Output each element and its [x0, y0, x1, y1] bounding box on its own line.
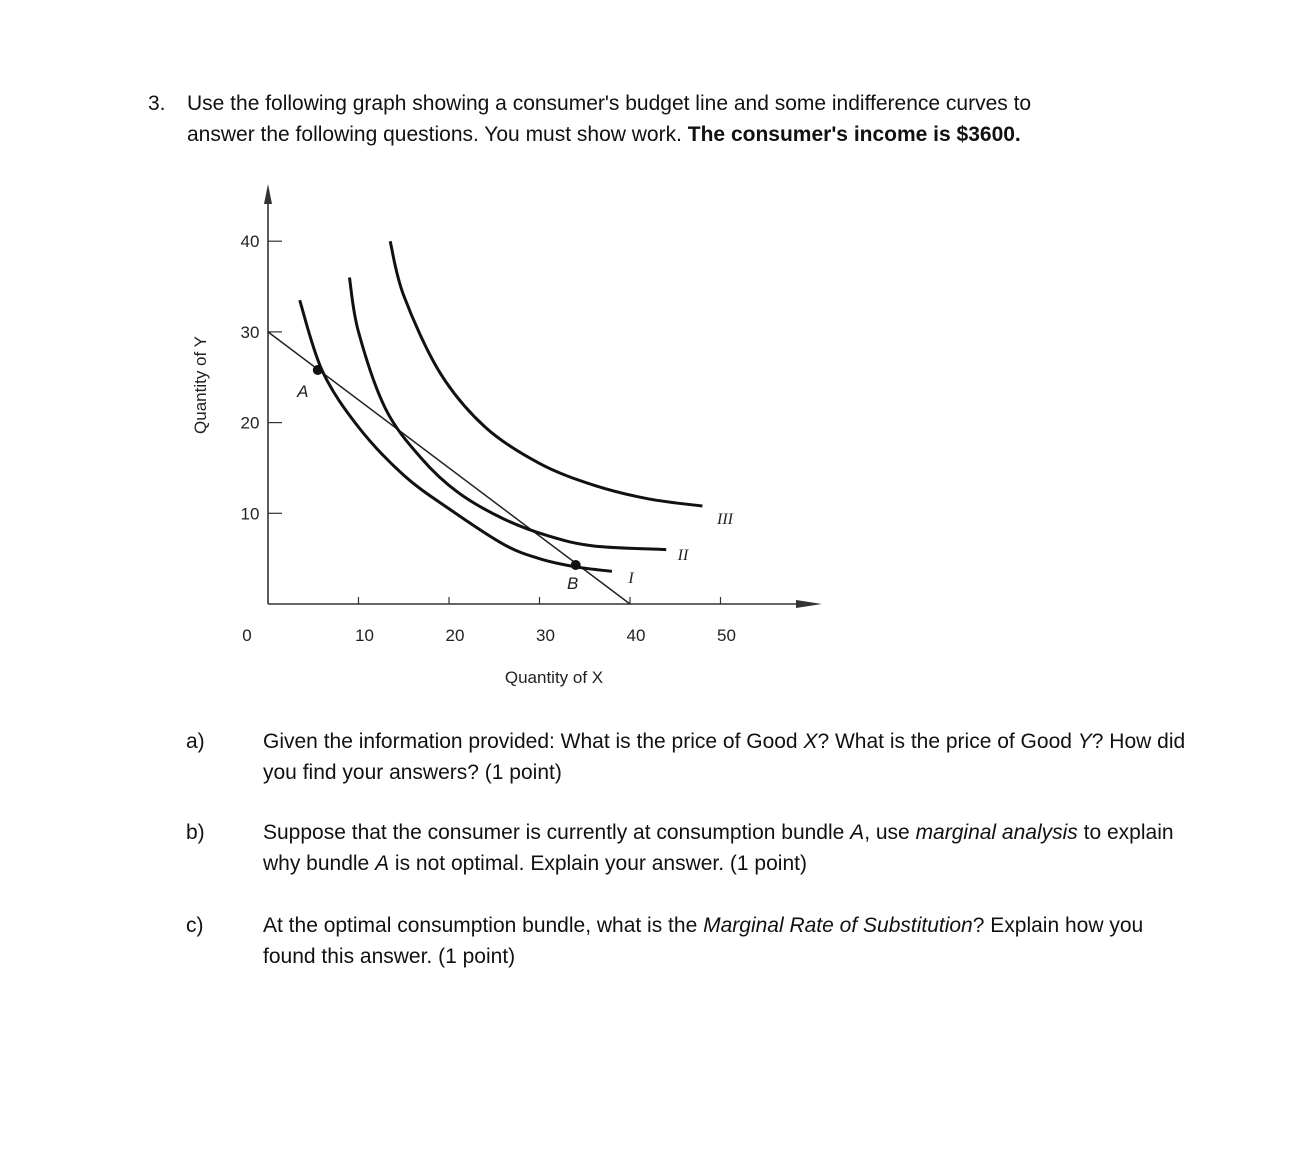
text-segment: At the optimal consumption bundle, what is the	[263, 914, 704, 937]
sub-question-text	[263, 910, 1193, 972]
italic-term: A	[850, 821, 865, 844]
sub-question-text	[263, 726, 1193, 788]
text-segment: ? How did you find your answers? (1 point)	[263, 730, 1186, 784]
x-tick-label: 20	[445, 626, 465, 645]
curve-label-ii: II	[677, 547, 689, 564]
text-segment: is not optimal. Explain your answer. (1 point)	[389, 852, 807, 875]
curve-label-i: I	[628, 570, 634, 587]
indifference-curves	[300, 241, 734, 587]
x-tick-label: 50	[717, 626, 736, 645]
y-tick-label: 40	[240, 232, 260, 252]
point-label-a: A	[297, 381, 309, 401]
x-tick-label: 10	[355, 626, 374, 645]
sub-question-label: b)	[186, 821, 205, 844]
income-statement: The consumer's income is $3600.	[687, 123, 1021, 146]
text-segment: Given the information provided: What is the price of Good	[263, 730, 804, 753]
question-line-2-plain: answer the following questions. You must show work.	[187, 123, 682, 146]
point-label-b: B	[567, 573, 579, 593]
sub-question-label: a)	[186, 730, 205, 753]
chart-axes	[264, 184, 822, 608]
x-tick-label: 30	[536, 626, 555, 645]
curve-label-iii: III	[717, 511, 733, 528]
italic-term: A	[375, 852, 390, 875]
text-segment: to explain why bundle	[263, 821, 1174, 875]
italic-term: X	[803, 730, 818, 753]
y-tick-label: 30	[240, 322, 260, 342]
y-tick-label: 20	[240, 413, 260, 433]
question-number: 3.	[148, 92, 166, 115]
italic-term: Marginal Rate of Substitution	[703, 914, 973, 937]
italic-term: marginal analysis	[915, 821, 1078, 844]
y-axis-arrow	[264, 184, 272, 204]
y-axis-title: Quantity of Y	[191, 336, 210, 434]
x-tick-label: 0	[242, 626, 252, 645]
text-segment: Suppose that the consumer is currently at consumption bundle	[263, 821, 851, 844]
question-line-1: Use the following graph showing a consumer's budget line and some indifference curves to	[187, 92, 1032, 115]
point-b	[571, 560, 581, 570]
x-tick-label: 40	[626, 626, 646, 645]
indifference-curve-i	[300, 300, 612, 571]
text-segment: ? What is the price of Good	[817, 730, 1078, 753]
text-segment: , use	[864, 821, 916, 844]
sub-question-text	[263, 817, 1193, 879]
italic-term: Y	[1077, 730, 1092, 753]
x-axis-arrow	[796, 600, 822, 608]
indifference-curve-ii	[349, 277, 666, 549]
text-segment: ? Explain how you found this answer. (1 point)	[263, 914, 1144, 968]
sub-question-label: c)	[186, 914, 204, 937]
point-a	[313, 365, 323, 375]
x-axis-title: Quantity of X	[504, 668, 604, 687]
chart-ticks	[241, 232, 736, 645]
indifference-curve-iii	[390, 241, 702, 506]
y-tick-label: 10	[240, 504, 260, 524]
